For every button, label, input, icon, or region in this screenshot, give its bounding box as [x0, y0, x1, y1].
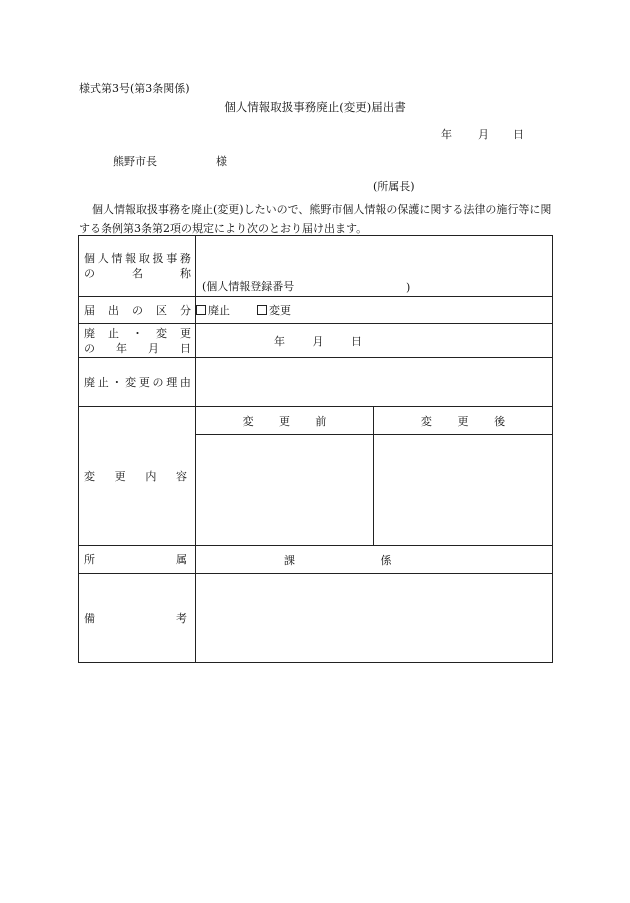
- label-char: 属: [176, 553, 187, 566]
- label-char: 廃: [84, 326, 95, 340]
- label-char: 廃: [84, 375, 95, 389]
- label-char: 止: [97, 375, 109, 389]
- affair-name-label-bottom: [84, 266, 191, 281]
- label-char: 情: [111, 252, 123, 265]
- label-char: 備: [84, 611, 95, 625]
- change-after-field[interactable]: [374, 435, 553, 546]
- label-char: 変: [420, 414, 432, 428]
- label-char: 容: [175, 469, 187, 483]
- label-char: 変: [242, 414, 254, 428]
- registration-number-close: ): [406, 281, 411, 294]
- label-char: 更: [114, 469, 126, 483]
- date-label: [79, 324, 196, 358]
- change-before-field[interactable]: [196, 435, 374, 546]
- label-char: 更: [278, 414, 290, 428]
- affair-name-label-top: [84, 251, 191, 266]
- label-char: ・: [111, 375, 123, 389]
- label-char: 変: [156, 326, 167, 340]
- department-head: (所属長): [373, 180, 415, 193]
- label-char: 届: [84, 303, 95, 317]
- remarks-label: [79, 574, 196, 663]
- label-char: 個: [84, 252, 95, 265]
- label-char: 後: [494, 414, 506, 428]
- registration-number-note: (個人情報登録番号: [202, 280, 295, 293]
- affiliation-field[interactable]: [196, 546, 553, 574]
- row-remarks: [79, 574, 553, 663]
- label-char: 前: [315, 414, 327, 428]
- label-char: 報: [125, 252, 137, 265]
- label-char: 内: [145, 469, 157, 483]
- label-char: 所: [84, 553, 95, 566]
- label-char: 人: [97, 252, 109, 265]
- checkbox-abolish-label: 廃止: [208, 304, 230, 317]
- checkbox-icon: [196, 305, 206, 315]
- label-char: 取: [138, 252, 150, 265]
- row-affair-name: [79, 236, 553, 297]
- label-char: ・: [132, 326, 143, 340]
- label-char: 考: [176, 611, 187, 625]
- body-text: 個人情報取扱事務を廃止(変更)したいので、熊野市個人情報の保護に関する法律の施行等に関する条例第3条第2項の規定により次のとおり届け出ます。: [79, 203, 552, 235]
- checkbox-change-label: 変更: [269, 304, 291, 317]
- form-number: 様式第3号(第3条関係): [79, 82, 190, 95]
- row-affiliation: [79, 546, 553, 574]
- label-char: 扱: [152, 252, 164, 265]
- date-year-label: 年: [441, 128, 452, 141]
- addressee: 熊野市長: [113, 155, 157, 168]
- label-char: 理: [166, 375, 178, 389]
- reason-field[interactable]: [196, 358, 553, 407]
- date-field-day: 日: [351, 334, 362, 348]
- label-char: 名: [132, 267, 143, 280]
- row-notification-type: [79, 297, 553, 324]
- notification-type-options: [196, 297, 553, 324]
- remarks-field[interactable]: [196, 574, 553, 663]
- date-field-month: 月: [312, 334, 324, 348]
- label-char: の: [84, 341, 95, 355]
- change-before-header: [196, 407, 374, 435]
- label-char: 由: [179, 375, 191, 389]
- affair-name-label: [79, 236, 196, 297]
- label-char: 称: [180, 267, 191, 280]
- label-char: 務: [179, 252, 191, 265]
- label-char: 更: [138, 375, 150, 389]
- label-char: 出: [108, 303, 119, 317]
- row-change-header: [79, 407, 553, 435]
- notification-type-label: [79, 297, 196, 324]
- label-char: 事: [166, 252, 178, 265]
- label-char: 区: [156, 303, 167, 317]
- label-char: 変: [125, 375, 137, 389]
- date-field-year: 年: [274, 334, 285, 348]
- label-char: 更: [457, 414, 469, 428]
- date-month-label: 月: [478, 128, 489, 141]
- checkbox-icon: [257, 305, 267, 315]
- label-char: の: [132, 303, 143, 317]
- affiliation-section: 課: [284, 553, 295, 567]
- affair-name-field[interactable]: [196, 236, 553, 297]
- affiliation-label: [79, 546, 196, 574]
- change-content-label: [79, 407, 196, 546]
- label-char: 止: [108, 326, 119, 340]
- label-char: 月: [148, 341, 159, 355]
- label-char: 年: [116, 341, 127, 355]
- checkbox-abolish[interactable]: [196, 304, 230, 317]
- label-char: 分: [180, 303, 191, 317]
- change-after-header: [374, 407, 553, 435]
- label-char: 日: [180, 341, 191, 355]
- document-title: 個人情報取扱事務廃止(変更)届出書: [224, 100, 406, 114]
- label-char: の: [84, 267, 95, 280]
- row-date: [79, 324, 553, 358]
- notification-form-table: [78, 235, 553, 663]
- label-char: の: [152, 375, 164, 389]
- date-day-label: 日: [513, 128, 524, 141]
- row-reason: [79, 358, 553, 407]
- label-char: 更: [180, 326, 191, 340]
- reason-label: [79, 358, 196, 407]
- affiliation-unit: 係: [380, 553, 392, 567]
- date-field[interactable]: [196, 324, 553, 358]
- honorific: 様: [216, 155, 227, 168]
- checkbox-change[interactable]: [257, 304, 291, 317]
- label-char: 変: [84, 469, 95, 483]
